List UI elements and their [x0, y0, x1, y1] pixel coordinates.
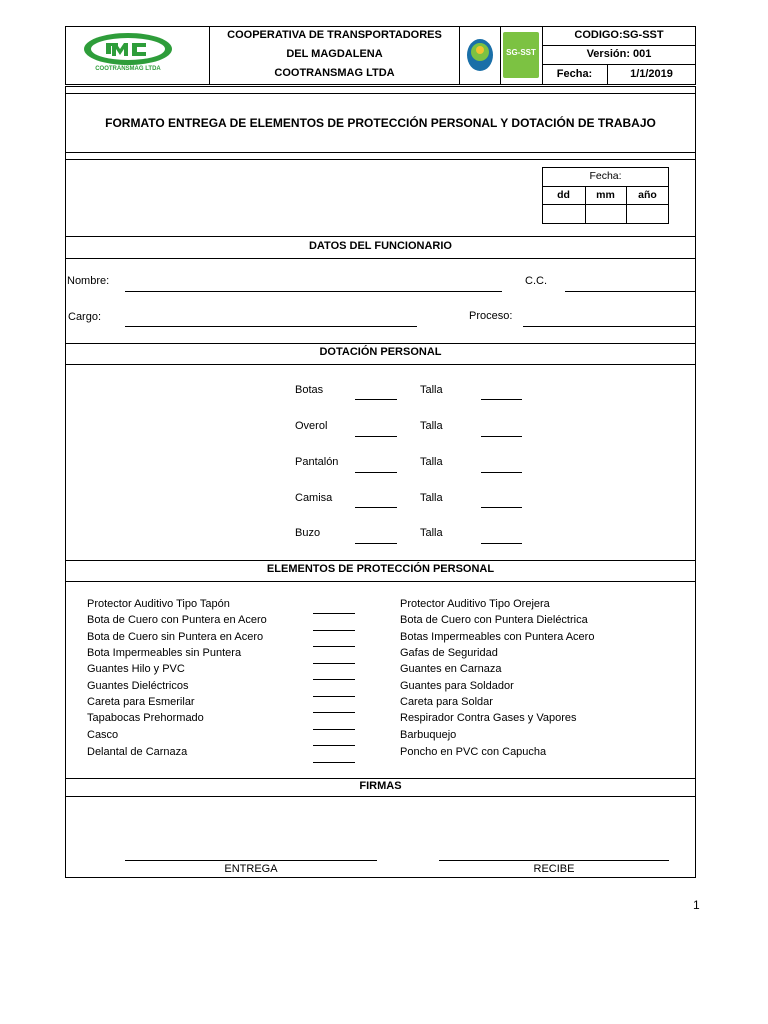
- section-divider: [65, 343, 696, 344]
- dotacion-qty-field[interactable]: [355, 436, 397, 437]
- section-title-funcionario: DATOS DEL FUNCIONARIO: [308, 240, 452, 252]
- section-title-epp: ELEMENTOS DE PROTECCIÓN PERSONAL: [266, 563, 495, 575]
- epp-qty-field[interactable]: [313, 613, 355, 614]
- epp-qty-field[interactable]: [313, 630, 355, 631]
- date-year-label: año: [638, 189, 657, 201]
- document-date-value: 1/1/2019: [630, 68, 673, 80]
- epp-qty-field[interactable]: [313, 663, 355, 664]
- epp-item: Gafas de Seguridad: [400, 647, 498, 659]
- talla-field[interactable]: [481, 507, 522, 508]
- date-year-field[interactable]: [627, 205, 668, 223]
- epp-qty-field[interactable]: [313, 762, 355, 763]
- form-divider: [65, 93, 696, 94]
- document-code: CODIGO:SG-SST: [574, 29, 664, 41]
- epp-qty-field[interactable]: [313, 679, 355, 680]
- epp-item: Poncho en PVC con Capucha: [400, 746, 547, 758]
- talla-label: Talla: [420, 527, 443, 539]
- talla-label: Talla: [420, 456, 443, 468]
- dotacion-qty-field[interactable]: [355, 507, 397, 508]
- epp-qty-field[interactable]: [313, 646, 355, 647]
- epp-item: Barbuquejo: [400, 729, 457, 741]
- sg-sst-badge: [503, 32, 539, 78]
- header-divider: [542, 64, 696, 65]
- nombre-label: Nombre:: [67, 275, 110, 287]
- document-date-label: Fecha:: [556, 68, 593, 80]
- cargo-label: Cargo:: [68, 311, 102, 323]
- header-divider: [542, 45, 696, 46]
- date-month-field[interactable]: [586, 205, 625, 223]
- talla-label: Talla: [420, 384, 443, 396]
- section-divider: [65, 581, 696, 582]
- section-divider: [65, 560, 696, 561]
- entrega-label: ENTREGA: [224, 863, 278, 875]
- recibe-label: RECIBE: [533, 863, 575, 875]
- epp-item: Protector Auditivo Tipo Orejera: [400, 598, 550, 610]
- epp-item: Casco: [87, 729, 119, 741]
- sg-sst-badge-text: SG-SST: [506, 48, 536, 57]
- company-name-line2: DEL MAGDALENA: [286, 48, 383, 60]
- dotacion-item-buzo: Buzo: [295, 527, 321, 539]
- section-divider: [65, 258, 696, 259]
- date-box-divider: [542, 186, 669, 187]
- epp-item: Bota de Cuero con Puntera Dieléctrica: [400, 614, 588, 626]
- epp-item: Bota de Cuero sin Puntera en Acero: [87, 631, 264, 643]
- form-title: FORMATO ENTREGA DE ELEMENTOS DE PROTECCIÓN PERSONAL Y DOTACIÓN DE TRABAJO: [105, 116, 656, 130]
- talla-field[interactable]: [481, 543, 522, 544]
- recibe-signature-line[interactable]: [439, 860, 669, 861]
- page-number: 1: [693, 898, 700, 912]
- epp-item: Bota Impermeables sin Puntera: [87, 647, 242, 659]
- proceso-label: Proceso:: [469, 310, 513, 322]
- cc-field[interactable]: [565, 291, 695, 292]
- epp-item: Careta para Soldar: [400, 696, 493, 708]
- dotacion-qty-field[interactable]: [355, 399, 397, 400]
- section-divider: [65, 796, 696, 797]
- epp-item: Botas Impermeables con Puntera Acero: [400, 631, 595, 643]
- proceso-field[interactable]: [523, 326, 695, 327]
- epp-item: Tapabocas Prehormado: [87, 712, 204, 724]
- epp-item: Guantes Hilo y PVC: [87, 663, 185, 675]
- talla-field[interactable]: [481, 436, 522, 437]
- epp-qty-field[interactable]: [313, 729, 355, 730]
- date-day-label: dd: [557, 189, 570, 201]
- logo-text: COOTRANSMAG LTDA: [95, 66, 161, 72]
- section-title-dotacion: DOTACIÓN PERSONAL: [319, 346, 442, 358]
- section-divider: [65, 236, 696, 237]
- epp-item: Bota de Cuero con Puntera en Acero: [87, 614, 267, 626]
- certification-badge: [466, 38, 494, 72]
- nombre-field[interactable]: [125, 291, 502, 292]
- dotacion-qty-field[interactable]: [355, 472, 397, 473]
- company-name-line3: COOTRANSMAG LTDA: [274, 67, 395, 79]
- section-title-firmas: FIRMAS: [359, 780, 402, 792]
- talla-label: Talla: [420, 420, 443, 432]
- header-divider: [459, 26, 460, 85]
- header-divider: [500, 26, 501, 85]
- form-divider: [65, 159, 696, 160]
- talla-field[interactable]: [481, 399, 522, 400]
- dotacion-qty-field[interactable]: [355, 543, 397, 544]
- dotacion-item-overol: Overol: [295, 420, 328, 432]
- dotacion-item-pantalon: Pantalón: [295, 456, 339, 468]
- document-version: Versión: 001: [586, 48, 652, 60]
- dotacion-item-camisa: Camisa: [295, 492, 333, 504]
- date-box-label: Fecha:: [589, 170, 622, 182]
- epp-item: Guantes en Carnaza: [400, 663, 502, 675]
- epp-qty-field[interactable]: [313, 745, 355, 746]
- talla-field[interactable]: [481, 472, 522, 473]
- epp-item: Protector Auditivo Tipo Tapón: [87, 598, 230, 610]
- epp-item: Delantal de Carnaza: [87, 746, 188, 758]
- epp-item: Guantes para Soldador: [400, 680, 514, 692]
- company-name-line1: COOPERATIVA DE TRANSPORTADORES: [227, 29, 442, 41]
- epp-item: Respirador Contra Gases y Vapores: [400, 712, 577, 724]
- section-divider: [65, 778, 696, 779]
- cc-label: C.C.: [525, 275, 547, 287]
- epp-item: Careta para Esmerilar: [87, 696, 195, 708]
- epp-qty-field[interactable]: [313, 712, 355, 713]
- date-day-field[interactable]: [543, 205, 584, 223]
- section-divider: [65, 364, 696, 365]
- company-logo: [82, 32, 174, 76]
- form-divider: [65, 152, 696, 153]
- talla-label: Talla: [420, 492, 443, 504]
- date-month-label: mm: [596, 189, 615, 201]
- epp-item: Guantes Dieléctricos: [87, 680, 189, 692]
- epp-qty-field[interactable]: [313, 696, 355, 697]
- entrega-signature-line[interactable]: [125, 860, 377, 861]
- dotacion-item-botas: Botas: [295, 384, 324, 396]
- cargo-field[interactable]: [125, 326, 417, 327]
